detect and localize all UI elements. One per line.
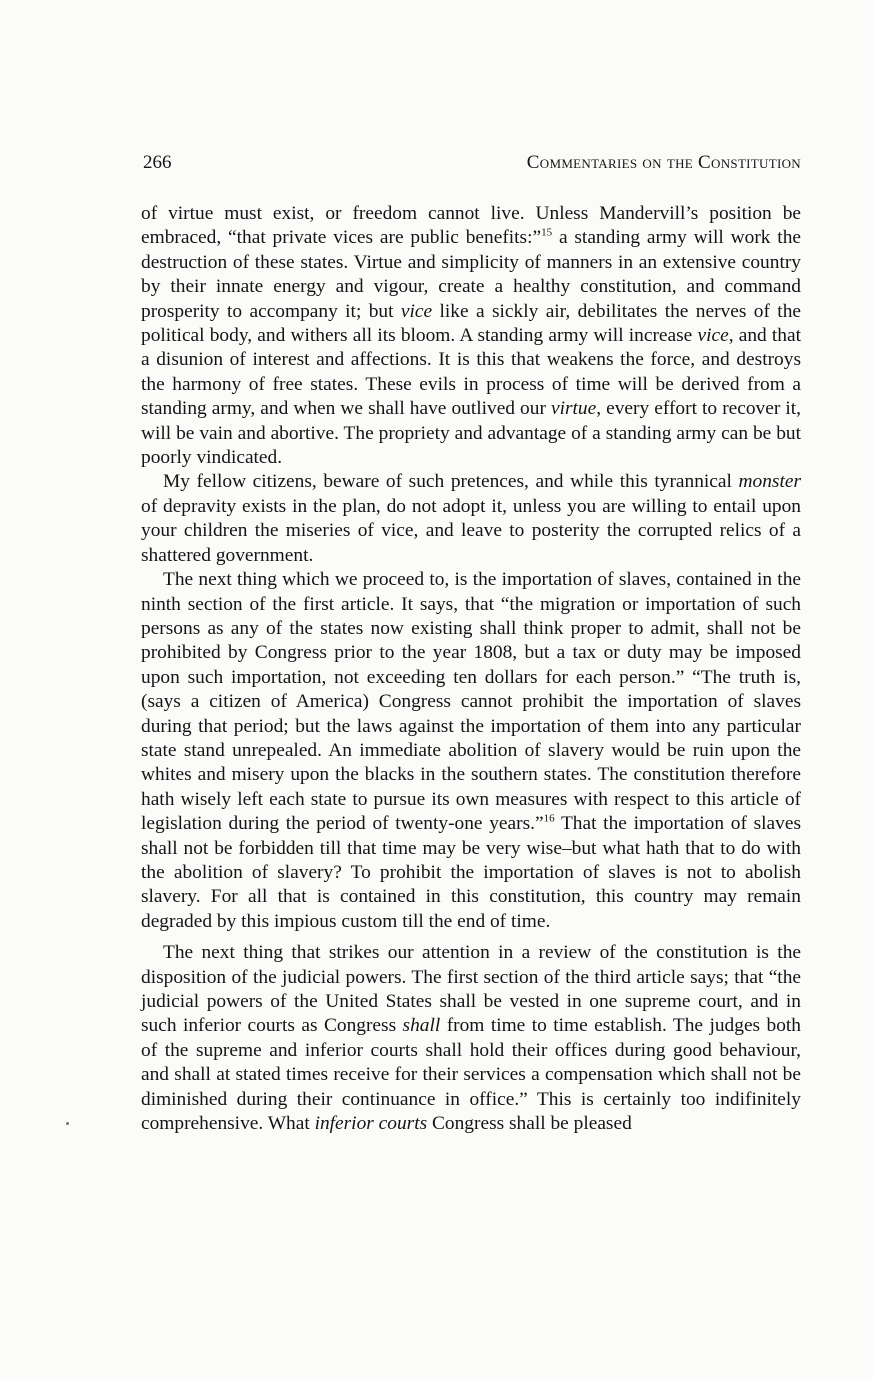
paragraph (141, 202, 801, 470)
footnote-ref: 16 (543, 812, 555, 825)
running-head (143, 150, 801, 176)
text-run: That the importation of slaves shall not be forbidden till that time may be very wise–but what hath that to do with the abolition of slavery? To prohibit the importation of slaves is not to abolish slavery. For all that is contained in this constitution, this country may remain degraded by this impious custom till the end of time. (141, 813, 801, 932)
paragraph (141, 568, 801, 934)
text-run: , and that a disunion of interest and affections. It is this that weakens the force, and destroys the harmony of free states. These evils in process of time will be derived from a standing army, and when we shall have outlived our (141, 325, 801, 420)
body-text (141, 202, 801, 1136)
paragraph (141, 941, 801, 1136)
text-run: of depravity exists in the plan, do not adopt it, unless you are willing to entail upon your children the miseries of vice, and leave to posterity the corrupted relics of a shattered government. (141, 495, 801, 566)
italic-text: vice (697, 325, 729, 347)
text-run: of virtue must exist, or freedom cannot live. Unless Mandervill’s position be embraced, “that private vices are public benefits:” (141, 203, 801, 249)
paragraph (141, 470, 801, 568)
text-run: My fellow citizens, beware of such pretences, and while this tyrannical (163, 471, 739, 493)
page-number: 266 (143, 152, 172, 173)
italic-text: virtue (550, 398, 597, 420)
italic-text: inferior courts (314, 1113, 428, 1135)
italic-text: vice (400, 300, 433, 322)
text-run: The next thing which we proceed to, is the importation of slaves, contained in the ninth section of the first article. It says, that “the migration or importation of such persons as any of the states now existing shall think proper to admit, shall not be prohibited by Congress prior to the year 1808, but a tax or duty may be imposed upon such importation, not exceeding ten dollars for each person.” “The truth is, (says a citizen of America) Congress cannot prohibit the importation of slaves during that period; but the laws against the importation of them into any particular state stand unrepealed. An immediate abolition of slavery would be ruin upon the whites and misery upon the blacks in the southern states. The constitution therefore hath wisely left each state to pursue its own measures with respect to this article of legislation during the period of twenty-one years.” (141, 569, 801, 835)
text-run: from time to time establish. The judges both of the supreme and inferior courts shall hold their offices during good behaviour, and shall at stated times receive for their services a compensation which shall not be diminished during their continuance in office.” This is certainly too indifinitely comprehensive. What (141, 1015, 801, 1135)
text-run: a standing army will work the destruction of these states. Virtue and simplicity of manners in an extensive country by their innate energy and vigour, create a healthy constitution, and command prosperity to accompany it; but (141, 227, 801, 322)
text-run: like a sickly air, debilitates the nerves of the political body, and withers all its bloom. A standing army will increase (141, 300, 801, 347)
text-run: , every effort to recover it, will be vain and abortive. The propriety and advantage of a standing army can be but poorly vindicated. (141, 398, 802, 469)
running-title: Commentaries on the Constitution (526, 152, 801, 173)
italic-text: shall (402, 1015, 441, 1037)
text-run: The next thing that strikes our attention in a review of the constitution is the disposition of the judicial powers. The first section of the third article says; that “the judicial powers of the United States shall be vested in one supreme court, and in such inferior courts as Congress (141, 942, 801, 1037)
italic-text: monster (738, 471, 801, 493)
margin-speck (66, 1122, 69, 1125)
footnote-ref: 15 (541, 226, 553, 239)
text-run: Congress shall be pleased (427, 1113, 632, 1135)
